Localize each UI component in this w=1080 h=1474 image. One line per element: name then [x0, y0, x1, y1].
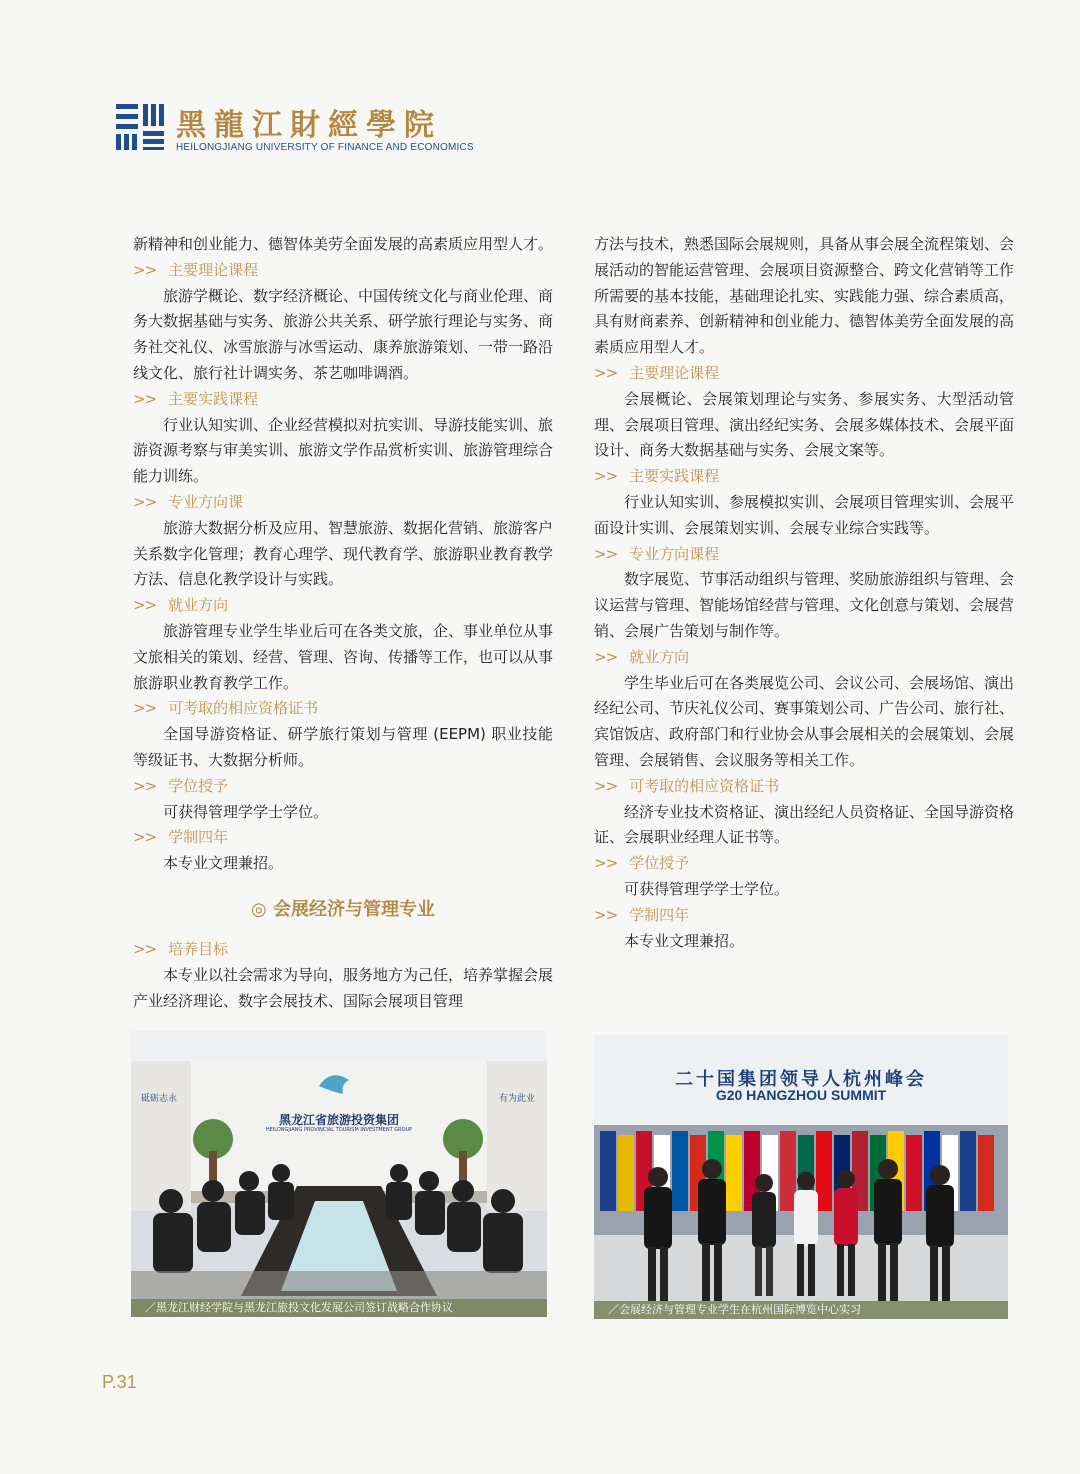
- photo-caption: ／黑龙江财经学院与黑龙江旅投文化发展公司签订战略合作协议: [131, 1299, 547, 1317]
- section-heading: >> 专业方向课: [133, 492, 244, 511]
- section-text: 旅游管理专业学生毕业后可在各类文旅，企、事业单位从事文旅相关的策划、经营、管理、咨询、传播等工作，也可以从事旅游职业教育教学工作。: [133, 621, 554, 692]
- section-heading: >> 学制四年: [133, 828, 229, 847]
- right-column: [594, 232, 1014, 954]
- section-text: 数字展览、节事活动组织与管理、奖励旅游组织与管理、会议运营与管理、智能场馆经营与管理、文化创意与策划、会展营销、会展广告策划与制作等。: [594, 570, 1015, 640]
- section-text: 本专业以社会需求为导向，服务地方为己任，培养掌握会展产业经济理论、数字会展技术、国际会展项目管理: [133, 965, 554, 1010]
- section-text: 经济专业技术资格证、演出经纪人员资格证、全国导游资格证、会展职业经理人证书等。: [594, 802, 1015, 847]
- left-intro-text: 新精神和创业能力、德智体美劳全面发展的高素质应用型人才。: [133, 235, 554, 253]
- meeting-room-illustration: [131, 1031, 547, 1317]
- section-text: 会展概论、会展策划理论与实务、参展实务、大型活动管理、会展项目管理、演出经纪实务、会展多媒体技术、会展平面设计、商务大数据基础与实务、会展文案等。: [594, 389, 1015, 460]
- logo-english-title: HEILONGJIANG UNIVERSITY OF FINANCE AND ECONOMICS: [176, 142, 474, 153]
- g20-banner-english: G20 HANGZHOU SUMMIT: [715, 1087, 887, 1103]
- section-heading: >> 主要理论课程: [594, 363, 720, 382]
- section-text: 可获得管理学学士学位。: [624, 879, 790, 898]
- g20-banner-chinese: 二十国集团领导人杭州峰会: [675, 1069, 927, 1090]
- left-wall-calligraphy: 砥砺志永: [140, 1094, 177, 1104]
- section-text: 行业认知实训、企业经营模拟对抗实训、导游技能实训、旅游资源考察与审美实训、旅游文学作品赏析实训、旅游管理综合能力训练。: [133, 415, 554, 486]
- section-text: 本专业文理兼招。: [163, 854, 284, 873]
- section-heading: >> 可考取的相应资格证书: [594, 776, 780, 795]
- left-column: [133, 232, 553, 1014]
- section-text: 旅游学概论、数字经济概论、中国传统文化与商业伦理、商务大数据基础与实务、旅游公共关系、研学旅行理论与实务、商务社交礼仪、冰雪旅游与冰雪运动、康养旅游策划、一带一路沿线文化、旅行社计调实务、茶艺咖啡调酒。: [133, 286, 554, 382]
- section-text: 学生毕业后可在各类展览公司、会议公司、会展场馆、演出经纪公司、节庆礼仪公司、赛事策划公司、广告公司、旅行社、宾馆饭店、政府部门和行业协会从事会展相关的会展策划、会展管理、会展销售、会议服务等相关工作。: [594, 673, 1015, 769]
- section-heading: >> 专业方向课程: [594, 544, 720, 563]
- section-heading: >> 主要理论课程: [133, 260, 259, 279]
- logo-chinese-title: 黑龍江財經學院: [176, 108, 442, 143]
- right-intro-text: 方法与技术，熟悉国际会展规则，具备从事会展全流程策划、会展活动的智能运营管理、会展项目资源整合、跨文化营销等工作所需要的基本技能，基础理论扎实、实践能力强、综合素质高，具有财商素养、创新精神和创业能力、德智体美劳全面发展的高素质应用型人才。: [594, 235, 1015, 357]
- section-heading: >> 学制四年: [594, 905, 690, 924]
- section-heading: >> 就业方向: [133, 596, 229, 615]
- right-wall-calligraphy: 有为此业: [498, 1094, 535, 1104]
- g20-students-photo: [594, 1035, 1008, 1319]
- section-text: 行业认知实训、参展模拟实训、会展项目管理实训、会展平面设计实训、会展策划实训、会展专业综合实践等。: [594, 492, 1015, 537]
- section-text: 全国导游资格证、研学旅行策划与管理 (EEPM) 职业技能等级证书、大数据分析师。: [133, 725, 553, 769]
- page-number: P.31: [102, 1372, 137, 1392]
- section-heading: >> 就业方向: [594, 647, 690, 666]
- photo-caption: ／会展经济与管理专业学生在杭州国际博览中心实习: [594, 1301, 1008, 1319]
- company-sign-text: 黑龙江省旅游投资集团: [278, 1113, 399, 1127]
- university-logo: [116, 98, 476, 158]
- logo-mark-icon: [116, 104, 168, 150]
- section-heading: >> 主要实践课程: [594, 467, 720, 486]
- section-heading: >> 培养目标: [133, 939, 229, 958]
- section-text: 旅游大数据分析及应用、智慧旅游、数据化营销、旅游客户关系数字化管理；教育心理学、现代教育学、旅游职业教育教学方法、信息化教学设计与实践。: [133, 518, 554, 589]
- company-sign-english: HEILONGJIANG PROVINCIAL TOURISM INVESTMENT GROUP: [265, 1127, 413, 1133]
- signing-ceremony-photo: [131, 1031, 547, 1317]
- section-heading: >> 可考取的相应资格证书: [133, 699, 319, 718]
- major-title: ◎ 会展经济与管理专业: [251, 898, 435, 920]
- section-text: 可获得管理学学士学位。: [163, 802, 329, 821]
- section-heading: >> 学位授予: [594, 854, 690, 873]
- section-heading: >> 学位授予: [133, 776, 229, 795]
- section-text: 本专业文理兼招。: [624, 931, 745, 950]
- section-heading: >> 主要实践课程: [133, 389, 259, 408]
